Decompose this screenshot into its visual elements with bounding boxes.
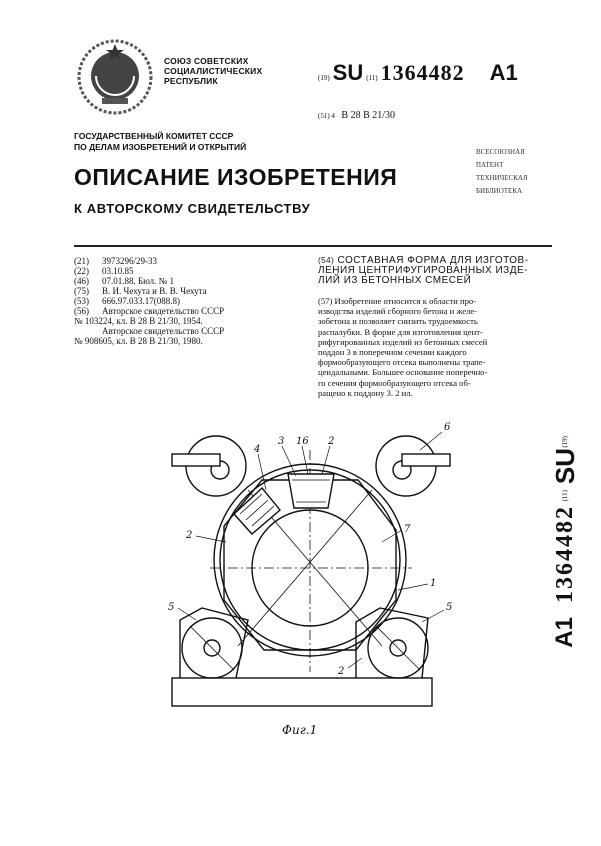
label-2-left: 2 [186, 530, 193, 541]
biblio-code: (22) [74, 266, 89, 276]
committee-name [74, 131, 246, 152]
bibliographic-data [74, 256, 310, 346]
label-3: 3 [278, 436, 285, 447]
stamp-line: ТЕХНИЧЕСКАЯ [476, 174, 528, 182]
kind-code: A1 [489, 60, 518, 85]
biblio-code: (56) [74, 306, 89, 316]
technical-drawing [150, 410, 470, 710]
patent-number: 1364482 [380, 60, 465, 85]
side-country-code-label: (19) [561, 436, 569, 448]
base-plate [172, 678, 432, 706]
biblio-code: (75) [74, 286, 89, 296]
org-line: СОЮЗ СОВЕТСКИХ [164, 56, 249, 66]
hatched-block [234, 488, 280, 534]
invention-title-line: ЛИЙ ИЗ БЕТОННЫХ СМЕСЕЙ [318, 275, 472, 286]
biblio-text: 07.01.88. Бюл. № 1 [102, 276, 174, 286]
biblio-continuation: Авторское свидетельство СССР [102, 326, 225, 336]
label-6: 6 [444, 422, 451, 433]
biblio-code: (46) [74, 276, 89, 286]
stamp-line: ПАТЕНТ [476, 161, 504, 169]
label-16: 16 [296, 436, 309, 447]
side-number-code-label: (11) [561, 489, 569, 502]
biblio-row [74, 256, 310, 266]
org-line: РЕСПУБЛИК [164, 76, 218, 86]
document-subtitle: К АВТОРСКОМУ СВИДЕТЕЛЬСТВУ [74, 201, 311, 216]
label-2-bottom: 2 [338, 666, 345, 677]
side-country: SU [549, 447, 580, 484]
invention-title [318, 256, 558, 286]
state-emblem-icon [74, 36, 156, 118]
org-line: СОЦИАЛИСТИЧЕСКИХ [164, 66, 263, 76]
abstract-line: ращено к поддону 3. 2 ил. [318, 387, 413, 398]
label-5-left: 5 [168, 602, 175, 613]
ipc-classification [318, 110, 395, 121]
abstract [318, 296, 554, 398]
biblio-text: Авторское свидетельство СССР [102, 306, 225, 316]
biblio-row [74, 296, 310, 306]
committee-line: ГОСУДАРСТВЕННЫЙ КОМИТЕТ СССР [74, 131, 234, 141]
stamp-line: ВСЕСОЮЗНАЯ [476, 148, 525, 156]
ipc-code-label: (51) 4 [318, 112, 335, 120]
label-7: 7 [404, 524, 411, 535]
divider [74, 245, 552, 247]
label-5-right: 5 [446, 602, 453, 613]
biblio-row [74, 306, 310, 316]
side-patent-number [548, 436, 582, 648]
document-title: ОПИСАНИЕ ИЗОБРЕТЕНИЯ [74, 164, 398, 190]
biblio-text: В. И. Чехута и В. В. Чехута [102, 286, 207, 296]
abstract-line: цеидальными. Большее основание поперечно- [318, 367, 488, 378]
country-code: SU [332, 60, 364, 85]
biblio-text: 03.10.85 [102, 266, 134, 276]
abstract-line: го сечения формообразующего отсека об- [318, 377, 471, 388]
ipc-value: В 28 В 21/30 [341, 110, 396, 121]
library-stamp [476, 146, 562, 198]
abstract-line: (57) Изобретение относится к области про- [318, 296, 477, 306]
country-code-label: (19) [318, 74, 330, 82]
invention-title-line: СОСТАВНАЯ ФОРМА ДЛЯ ИЗГОТОВ- [337, 255, 529, 266]
abstract-line: формообразующего отсека выполнены трапе- [318, 357, 486, 368]
biblio-text: 3973296/29-33 [102, 256, 157, 266]
biblio-row [74, 276, 310, 286]
patent-number-block [318, 60, 518, 86]
invention-title-line: ЛЕНИЯ ЦЕНТРИФУГИРОВАННЫХ ИЗДЕ- [318, 265, 528, 276]
side-kind: A1 [551, 617, 578, 648]
biblio-row [74, 266, 310, 276]
trapezoid-insert [288, 474, 334, 508]
side-number: 1364482 [551, 505, 578, 604]
label-2-top: 2 [328, 436, 335, 447]
abstract-line: изводства изделий сборного бетона и желе- [318, 306, 478, 317]
stamp-line: БИБЛИОТЕКА [476, 187, 523, 195]
invention-title-code: (54) [318, 256, 335, 265]
biblio-code: (21) [74, 256, 89, 266]
label-1: 1 [430, 578, 437, 589]
abstract-line: распалубки. В форме для изготовления цент- [318, 326, 483, 337]
committee-line: ПО ДЕЛАМ ИЗОБРЕТЕНИЙ И ОТКРЫТИЙ [74, 141, 247, 152]
figure-caption: Фиг.1 [282, 723, 318, 737]
organization-name [164, 56, 262, 86]
abstract-line: рифугированных изделий из бетонных смесей [318, 336, 488, 347]
number-code-label: (11) [366, 74, 378, 82]
abstract-line: поддон 3 в поперечном сечении каждого [318, 347, 467, 358]
label-4: 4 [254, 444, 261, 455]
biblio-continuation: № 908605, кл. В 28 В 21/30, 1980. [74, 336, 203, 346]
biblio-continuation: № 103224, кл. В 28 В 21/30, 1954. [74, 316, 203, 326]
biblio-row [74, 286, 310, 296]
biblio-code: (53) [74, 296, 89, 306]
biblio-text: 666.97.033.17(088.8) [102, 296, 180, 306]
abstract-line: зобетона и позволяет снизить трудоемкость [318, 316, 478, 327]
